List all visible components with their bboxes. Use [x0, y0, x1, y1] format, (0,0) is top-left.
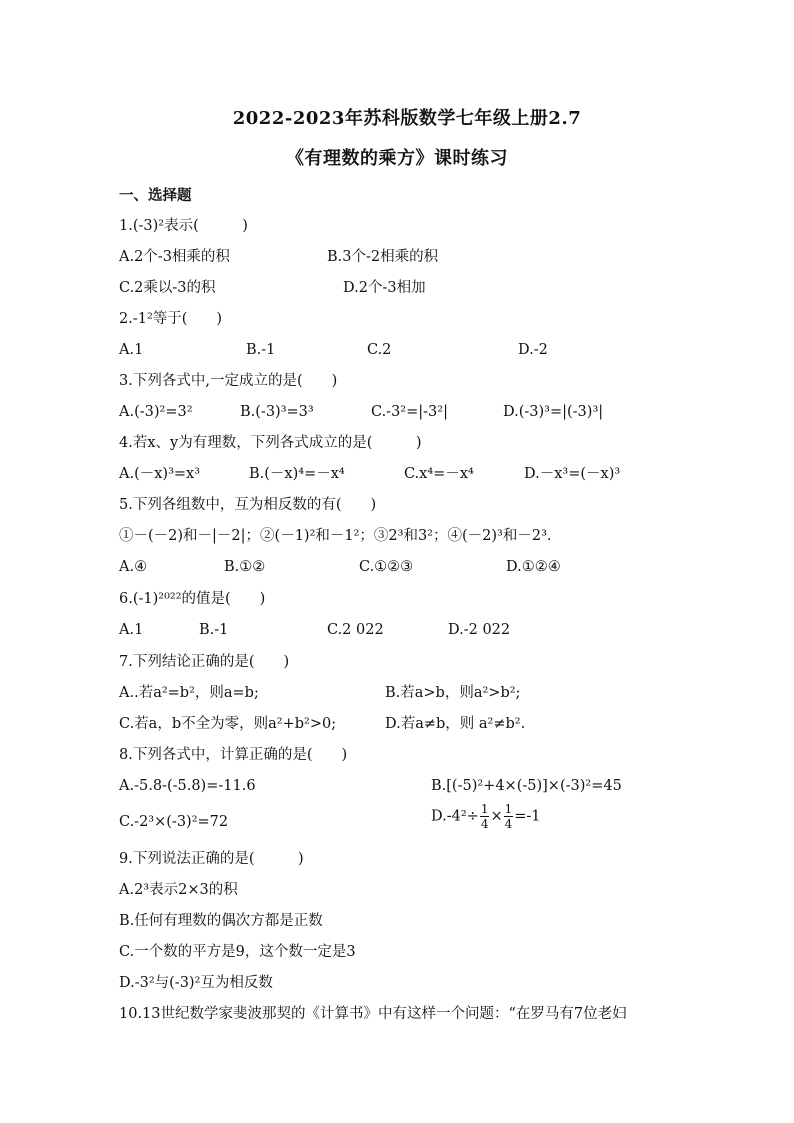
option-b: B.若a>b，则a²>b²;: [385, 685, 521, 701]
option-a: A.2个-3相乘的积: [119, 249, 230, 265]
option-d: D.若a≠b，则 a²≠b².: [385, 716, 526, 732]
option-c: C.①②③: [359, 559, 414, 575]
question-6-stem: 6.(-1)²⁰²²的值是( ): [119, 591, 266, 607]
option-d: D.2个-3相加: [343, 280, 426, 296]
option-c: C.若a，b不全为零，则a²+b²>0;: [119, 716, 337, 732]
option-a: A.(－x)³=x³: [119, 466, 201, 482]
option-a: A.④: [119, 559, 148, 575]
option-d: D.①②④: [506, 559, 561, 575]
option-d-prefix: D.-4²÷: [431, 808, 479, 825]
option-a: A..若a²=b²，则a=b;: [119, 685, 259, 701]
option-c: C.2乘以-3的积: [119, 280, 216, 296]
question-8-stem: 8.下列各式中，计算正确的是( ): [119, 747, 348, 763]
option-d-times: ×: [490, 808, 503, 825]
question-9-option-c: C.一个数的平方是9，这个数一定是3: [119, 944, 356, 960]
fraction-one-quarter: $\frac{1}{4}$: [480, 802, 489, 831]
question-10-stem: 10.13世纪数学家斐波那契的《计算书》中有这样一个问题：“在罗马有7位老妇: [119, 1006, 627, 1022]
option-d: D.(-3)³=|(-3)³|: [503, 404, 604, 420]
option-b: B.-1: [199, 622, 229, 638]
question-1-stem: 1.(-3)²表示( ): [119, 218, 248, 234]
question-7-stem: 7.下列结论正确的是( ): [119, 654, 290, 670]
page-title: 2022-2023年苏科版数学七年级上册2.7: [232, 108, 582, 129]
question-5-items: ①－(－2)和－|－2|；②(－1)²和－1²；③2³和3²；④(－2)³和－2³.: [119, 528, 552, 544]
page-subtitle: 《有理数的乘方》课时练习: [286, 148, 508, 169]
question-3-stem: 3.下列各式中,一定成立的是( ): [119, 373, 338, 389]
question-9-option-d: D.-3²与(-3)²互为相反数: [119, 975, 273, 991]
option-d: D.-2 022: [448, 622, 511, 638]
option-b: B.3个-2相乘的积: [327, 249, 439, 265]
option-c: C.x⁴=－x⁴: [404, 466, 474, 482]
option-b: B.(-3)³=3³: [240, 404, 314, 420]
option-d-suffix: =-1: [514, 808, 541, 825]
option-d: [431, 802, 541, 831]
option-d: D.-2: [518, 342, 548, 358]
question-9-option-a: A.2³表示2×3的积: [119, 882, 238, 898]
option-b: B.(－x)⁴=－x⁴: [249, 466, 345, 482]
option-a: A.1: [119, 622, 144, 638]
option-c: C.-2³×(-3)²=72: [119, 814, 229, 830]
option-a: A.(-3)²=3²: [119, 404, 193, 420]
option-a: A.1: [119, 342, 144, 358]
option-a: A.-5.8-(-5.8)=-11.6: [119, 778, 256, 794]
question-2-stem: 2.-1²等于( ): [119, 311, 223, 327]
question-5-stem: 5.下列各组数中，互为相反数的有( ): [119, 497, 377, 513]
section-heading: 一、选择题: [119, 187, 192, 204]
fraction-one-quarter: $\frac{1}{4}$: [504, 802, 513, 831]
option-c: C.2 022: [327, 622, 384, 638]
option-d: D.－x³=(－x)³: [524, 466, 621, 482]
option-b: B.①②: [224, 559, 266, 575]
question-9-stem: 9.下列说法正确的是( ): [119, 851, 304, 867]
option-b: B.-1: [246, 342, 276, 358]
option-c: C.-3²=|-3²|: [371, 404, 448, 420]
option-c: C.2: [367, 342, 392, 358]
question-4-stem: 4.若x、y为有理数，下列各式成立的是( ): [119, 435, 422, 451]
option-b: B.[(-5)²+4×(-5)]×(-3)²=45: [431, 778, 622, 794]
question-9-option-b: B.任何有理数的偶次方都是正数: [119, 913, 323, 929]
